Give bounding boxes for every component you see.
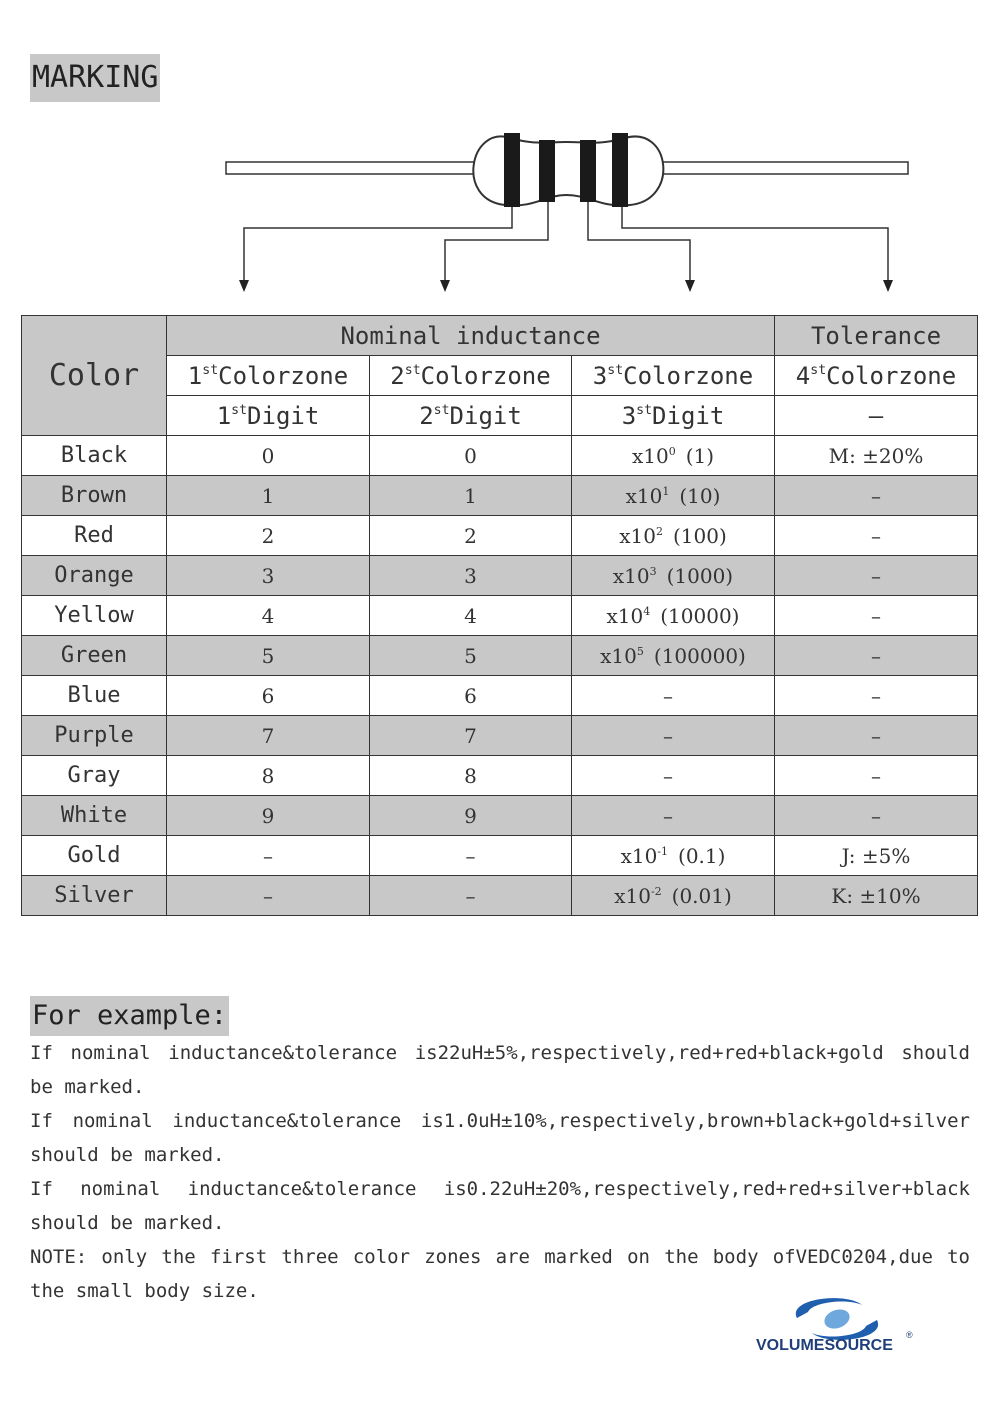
second-digit-cell: 5 xyxy=(370,636,572,676)
color-name-cell: Orange xyxy=(22,556,167,596)
multiplier-exponent: -2 xyxy=(650,884,662,898)
multiplier-exponent: 1 xyxy=(662,484,670,498)
multiplier-base: – xyxy=(663,763,673,788)
second-digit-cell: 7 xyxy=(370,716,572,756)
first-digit-cell: 5 xyxy=(167,636,370,676)
leader-line-1 xyxy=(244,207,512,282)
second-digit-cell: 0 xyxy=(370,436,572,476)
color-band-4 xyxy=(612,133,628,207)
tolerance-cell: – xyxy=(775,516,978,556)
multiplier-base: x10 xyxy=(600,643,637,668)
tolerance-cell: K: ±10% xyxy=(775,876,978,916)
colorzone-sup: st xyxy=(607,362,624,378)
logo-registered-mark: ® xyxy=(906,1330,913,1340)
second-digit-cell: 9 xyxy=(370,796,572,836)
first-digit-cell: 3 xyxy=(167,556,370,596)
second-digit-cell: 6 xyxy=(370,676,572,716)
multiplier-value: (100000) xyxy=(653,643,746,668)
first-digit-cell: – xyxy=(167,876,370,916)
multiplier-cell xyxy=(572,716,775,756)
second-digit-cell: 4 xyxy=(370,596,572,636)
colorzone-label: Colorzone xyxy=(623,361,754,390)
multiplier-cell xyxy=(572,876,775,916)
color-name-cell: Blue xyxy=(22,676,167,716)
digit-num: 3 xyxy=(621,401,637,430)
colorzone-label: Colorzone xyxy=(218,361,349,390)
table-row xyxy=(22,436,978,476)
multiplier-base: x10 xyxy=(612,563,650,588)
example-line-1: If nominal inductance&tolerance is22uH±5%,respectively,red+red+black+gold should be marked. xyxy=(30,1042,970,1098)
digit-num: 2 xyxy=(419,401,434,430)
first-digit-cell: 0 xyxy=(167,436,370,476)
multiplier-value: (10) xyxy=(679,483,721,508)
nominal-inductance-header: Nominal inductance xyxy=(167,316,775,356)
multiplier-exponent: 0 xyxy=(668,444,676,458)
multiplier-base: x10 xyxy=(614,883,651,908)
tolerance-cell: – xyxy=(775,756,978,796)
colorzone-sup: st xyxy=(202,362,219,378)
colorzone-num: 4 xyxy=(795,361,811,390)
first-digit-cell: 4 xyxy=(167,596,370,636)
leader-line-4 xyxy=(622,207,888,282)
color-name-cell: Brown xyxy=(22,476,167,516)
multiplier-base: x10 xyxy=(620,843,658,868)
tolerance-cell: – xyxy=(775,716,978,756)
first-digit-cell: 8 xyxy=(167,756,370,796)
multiplier-value: (100) xyxy=(672,523,727,548)
multiplier-cell xyxy=(572,796,775,836)
arrow-3 xyxy=(685,280,695,292)
color-code-table xyxy=(21,315,978,916)
tolerance-cell: – xyxy=(775,556,978,596)
digit-header-1 xyxy=(167,396,370,436)
colorzone-header-3 xyxy=(572,356,775,396)
color-band-2 xyxy=(539,140,555,202)
tolerance-cell: – xyxy=(775,676,978,716)
arrow-4 xyxy=(883,280,893,292)
multiplier-cell xyxy=(572,516,775,556)
second-digit-cell: 8 xyxy=(370,756,572,796)
multiplier-base: x10 xyxy=(625,483,663,508)
example-line-3: If nominal inductance&tolerance is0.22uH±20%,respectively,red+red+silver+black should be marked. xyxy=(30,1178,970,1234)
color-name-cell: White xyxy=(22,796,167,836)
digit-header-4 xyxy=(775,396,978,436)
arrow-1 xyxy=(239,280,249,292)
second-digit-cell: 3 xyxy=(370,556,572,596)
color-name-cell: Red xyxy=(22,516,167,556)
multiplier-cell xyxy=(572,676,775,716)
color-name-cell: Yellow xyxy=(22,596,167,636)
tolerance-cell: – xyxy=(775,476,978,516)
digit-sup: st xyxy=(433,402,450,418)
marking-title: MARKING xyxy=(30,54,160,102)
multiplier-base: – xyxy=(663,723,673,748)
multiplier-base: x10 xyxy=(606,603,644,628)
second-digit-cell: – xyxy=(370,876,572,916)
multiplier-exponent: 5 xyxy=(636,644,644,658)
tolerance-cell: M: ±20% xyxy=(775,436,978,476)
multiplier-exponent: 3 xyxy=(649,564,657,578)
example-line-2: If nominal inductance&tolerance is1.0uH±10%,respectively,brown+black+gold+silver should be marked. xyxy=(30,1110,970,1166)
example-title: For example: xyxy=(30,996,229,1036)
multiplier-exponent: -1 xyxy=(657,844,669,858)
digit-label: Digit xyxy=(449,401,522,430)
multiplier-value: (1) xyxy=(685,443,715,468)
colorzone-num: 3 xyxy=(592,361,608,390)
multiplier-cell xyxy=(572,596,775,636)
color-name-cell: Green xyxy=(22,636,167,676)
multiplier-cell xyxy=(572,476,775,516)
multiplier-cell xyxy=(572,756,775,796)
leader-line-3 xyxy=(588,202,690,282)
colorzone-header-1 xyxy=(167,356,370,396)
logo-text: VOLUMESOURCE xyxy=(756,1337,893,1354)
colorzone-header-4 xyxy=(775,356,978,396)
colorzone-num: 1 xyxy=(187,361,203,390)
color-name-cell: Black xyxy=(22,436,167,476)
table-row xyxy=(22,716,978,756)
digit-sup: st xyxy=(231,402,248,418)
table-row xyxy=(22,596,978,636)
tolerance-cell: – xyxy=(775,796,978,836)
colorzone-label: Colorzone xyxy=(420,361,551,390)
table-row xyxy=(22,836,978,876)
tolerance-cell: – xyxy=(775,596,978,636)
multiplier-base: – xyxy=(663,683,673,708)
multiplier-value: (0.01) xyxy=(671,883,732,908)
right-lead xyxy=(660,162,908,174)
colorzone-label: Colorzone xyxy=(826,361,957,390)
table-row xyxy=(22,556,978,596)
colorzone-num: 2 xyxy=(390,361,405,390)
tolerance-cell: – xyxy=(775,636,978,676)
multiplier-cell xyxy=(572,556,775,596)
arrow-2 xyxy=(440,280,450,292)
first-digit-cell: 9 xyxy=(167,796,370,836)
first-digit-cell: 1 xyxy=(167,476,370,516)
multiplier-base: – xyxy=(663,803,673,828)
second-digit-cell: 1 xyxy=(370,476,572,516)
note-line: NOTE: only the first three color zones are marked on the body ofVEDC0204,due to the small body size. xyxy=(30,1246,970,1302)
digit-num: 1 xyxy=(216,401,232,430)
multiplier-cell xyxy=(572,436,775,476)
first-digit-cell: 6 xyxy=(167,676,370,716)
table-row xyxy=(22,476,978,516)
digit-label: – xyxy=(868,401,884,430)
tolerance-cell: J: ±5% xyxy=(775,836,978,876)
multiplier-cell xyxy=(572,636,775,676)
digit-header-3 xyxy=(572,396,775,436)
color-name-cell: Gray xyxy=(22,756,167,796)
multiplier-value: (0.1) xyxy=(678,843,726,868)
table-header-row-1 xyxy=(22,316,978,356)
colorzone-sup: st xyxy=(404,362,421,378)
color-name-cell: Silver xyxy=(22,876,167,916)
digit-header-2 xyxy=(370,396,572,436)
multiplier-value: (10000) xyxy=(660,603,740,628)
first-digit-cell: 7 xyxy=(167,716,370,756)
table-row xyxy=(22,516,978,556)
colorzone-sup: st xyxy=(810,362,827,378)
multiplier-value: (1000) xyxy=(666,563,734,588)
multiplier-base: x10 xyxy=(619,523,656,548)
first-digit-cell: – xyxy=(167,836,370,876)
color-name-cell: Purple xyxy=(22,716,167,756)
color-band-3 xyxy=(580,140,596,202)
table-row xyxy=(22,756,978,796)
examples-block xyxy=(30,1036,970,1308)
multiplier-cell xyxy=(572,836,775,876)
left-lead xyxy=(226,162,476,174)
multiplier-exponent: 4 xyxy=(643,604,651,618)
color-band-1 xyxy=(504,133,520,207)
inductor-diagram xyxy=(0,120,1000,300)
digit-sup: st xyxy=(636,402,653,418)
digit-label: Digit xyxy=(652,401,725,430)
multiplier-exponent: 2 xyxy=(655,524,663,538)
color-name-cell: Gold xyxy=(22,836,167,876)
tolerance-header: Tolerance xyxy=(775,316,978,356)
leader-line-2 xyxy=(445,202,548,282)
second-digit-cell: 2 xyxy=(370,516,572,556)
table-row xyxy=(22,676,978,716)
digit-label: Digit xyxy=(247,401,320,430)
inductor-body xyxy=(473,136,663,205)
second-digit-cell: – xyxy=(370,836,572,876)
colorzone-header-2 xyxy=(370,356,572,396)
multiplier-base: x10 xyxy=(631,443,669,468)
table-row xyxy=(22,796,978,836)
table-row xyxy=(22,876,978,916)
first-digit-cell: 2 xyxy=(167,516,370,556)
table-row xyxy=(22,636,978,676)
logo-center xyxy=(822,1306,853,1332)
color-header: Color xyxy=(22,316,167,436)
